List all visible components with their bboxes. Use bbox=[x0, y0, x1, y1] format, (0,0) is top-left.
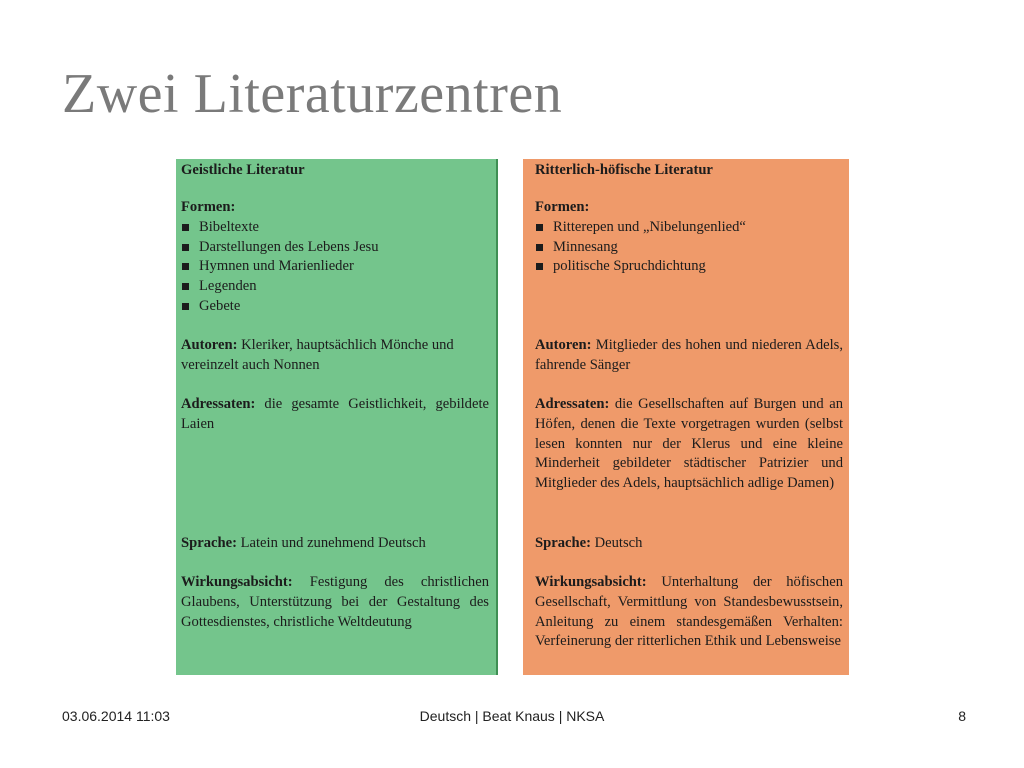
audience-label: Adressaten: bbox=[535, 396, 610, 412]
list-item: Legenden bbox=[181, 277, 489, 297]
intent-label: Wirkungsabsicht: bbox=[535, 574, 647, 590]
language-section bbox=[535, 534, 843, 554]
language-section bbox=[181, 534, 489, 554]
audience-section bbox=[181, 395, 489, 435]
forms-list bbox=[181, 218, 489, 317]
language-label: Sprache: bbox=[535, 535, 591, 551]
list-item: Gebete bbox=[181, 297, 489, 317]
intent-section bbox=[535, 573, 843, 652]
forms-section bbox=[181, 198, 489, 317]
square-bullet-icon bbox=[182, 263, 189, 270]
forms-label: Formen: bbox=[535, 199, 590, 215]
footer-page-number: 8 bbox=[958, 708, 966, 724]
list-item: Minnesang bbox=[535, 238, 843, 258]
intent-label: Wirkungsabsicht: bbox=[181, 574, 293, 590]
forms-section bbox=[535, 198, 843, 277]
audience-text: die Gesellschaften auf Burgen und an Höfen, denen die Texte vorgetragen wurden (selbst lesen konnten nur der Klerus und eine kleine Minderheit gebildeter städtischer Patrizier und Mitglieder des Adels, hauptsächlich adlige Damen) bbox=[535, 396, 843, 492]
column-heading: Geistliche Literatur bbox=[181, 162, 305, 178]
intent-section bbox=[181, 573, 489, 632]
intent-text: Festigung des christlichen Glaubens, Unterstützung bei der Gestaltung des Gottesdienstes, christliche Weltdeutung bbox=[181, 574, 489, 630]
square-bullet-icon bbox=[536, 224, 543, 231]
forms-list bbox=[535, 218, 843, 277]
square-bullet-icon bbox=[182, 244, 189, 251]
authors-text: Kleriker, hauptsächlich Mönche und vereinzelt auch Nonnen bbox=[181, 337, 454, 373]
square-bullet-icon bbox=[182, 283, 189, 290]
list-item: Hymnen und Marienlieder bbox=[181, 257, 489, 277]
language-label: Sprache: bbox=[181, 535, 237, 551]
authors-section bbox=[181, 336, 489, 376]
list-item: Bibeltexte bbox=[181, 218, 489, 238]
audience-text: die gesamte Geistlichkeit, gebildete Laien bbox=[181, 396, 489, 432]
slide-title: Zwei Literaturzentren bbox=[62, 63, 563, 125]
audience-section bbox=[535, 395, 843, 494]
square-bullet-icon bbox=[182, 303, 189, 310]
footer-center-text: Deutsch | Beat Knaus | NKSA bbox=[419, 708, 605, 724]
language-text: Latein und zunehmend Deutsch bbox=[240, 535, 426, 551]
forms-label: Formen: bbox=[181, 199, 236, 215]
authors-label: Autoren: bbox=[535, 337, 592, 353]
column-ritterlich-hoefische-literatur bbox=[523, 159, 849, 675]
square-bullet-icon bbox=[536, 244, 543, 251]
literature-comparison-image bbox=[176, 159, 849, 675]
authors-text: Mitglieder des hohen und niederen Adels, fahrende Sänger bbox=[535, 337, 843, 373]
list-item: Ritterepen und „Nibelungenlied“ bbox=[535, 218, 843, 238]
square-bullet-icon bbox=[536, 263, 543, 270]
list-item: Darstellungen des Lebens Jesu bbox=[181, 238, 489, 258]
language-text: Deutsch bbox=[594, 535, 643, 551]
authors-section bbox=[535, 336, 843, 376]
authors-label: Autoren: bbox=[181, 337, 238, 353]
list-item: politische Spruchdichtung bbox=[535, 257, 843, 277]
audience-label: Adressaten: bbox=[181, 396, 256, 412]
intent-text: Unterhaltung der höfischen Gesellschaft, Vermittlung von Standesbewusstsein, Anleitung zu einem standesgemäßen Verhalten: Verfeinerung der ritterlichen Ethik und Lebensweise bbox=[535, 574, 843, 650]
footer-date: 03.06.2014 11:03 bbox=[62, 708, 170, 724]
square-bullet-icon bbox=[182, 224, 189, 231]
column-heading: Ritterlich-höfische Literatur bbox=[535, 162, 713, 178]
column-geistliche-literatur bbox=[176, 159, 498, 675]
